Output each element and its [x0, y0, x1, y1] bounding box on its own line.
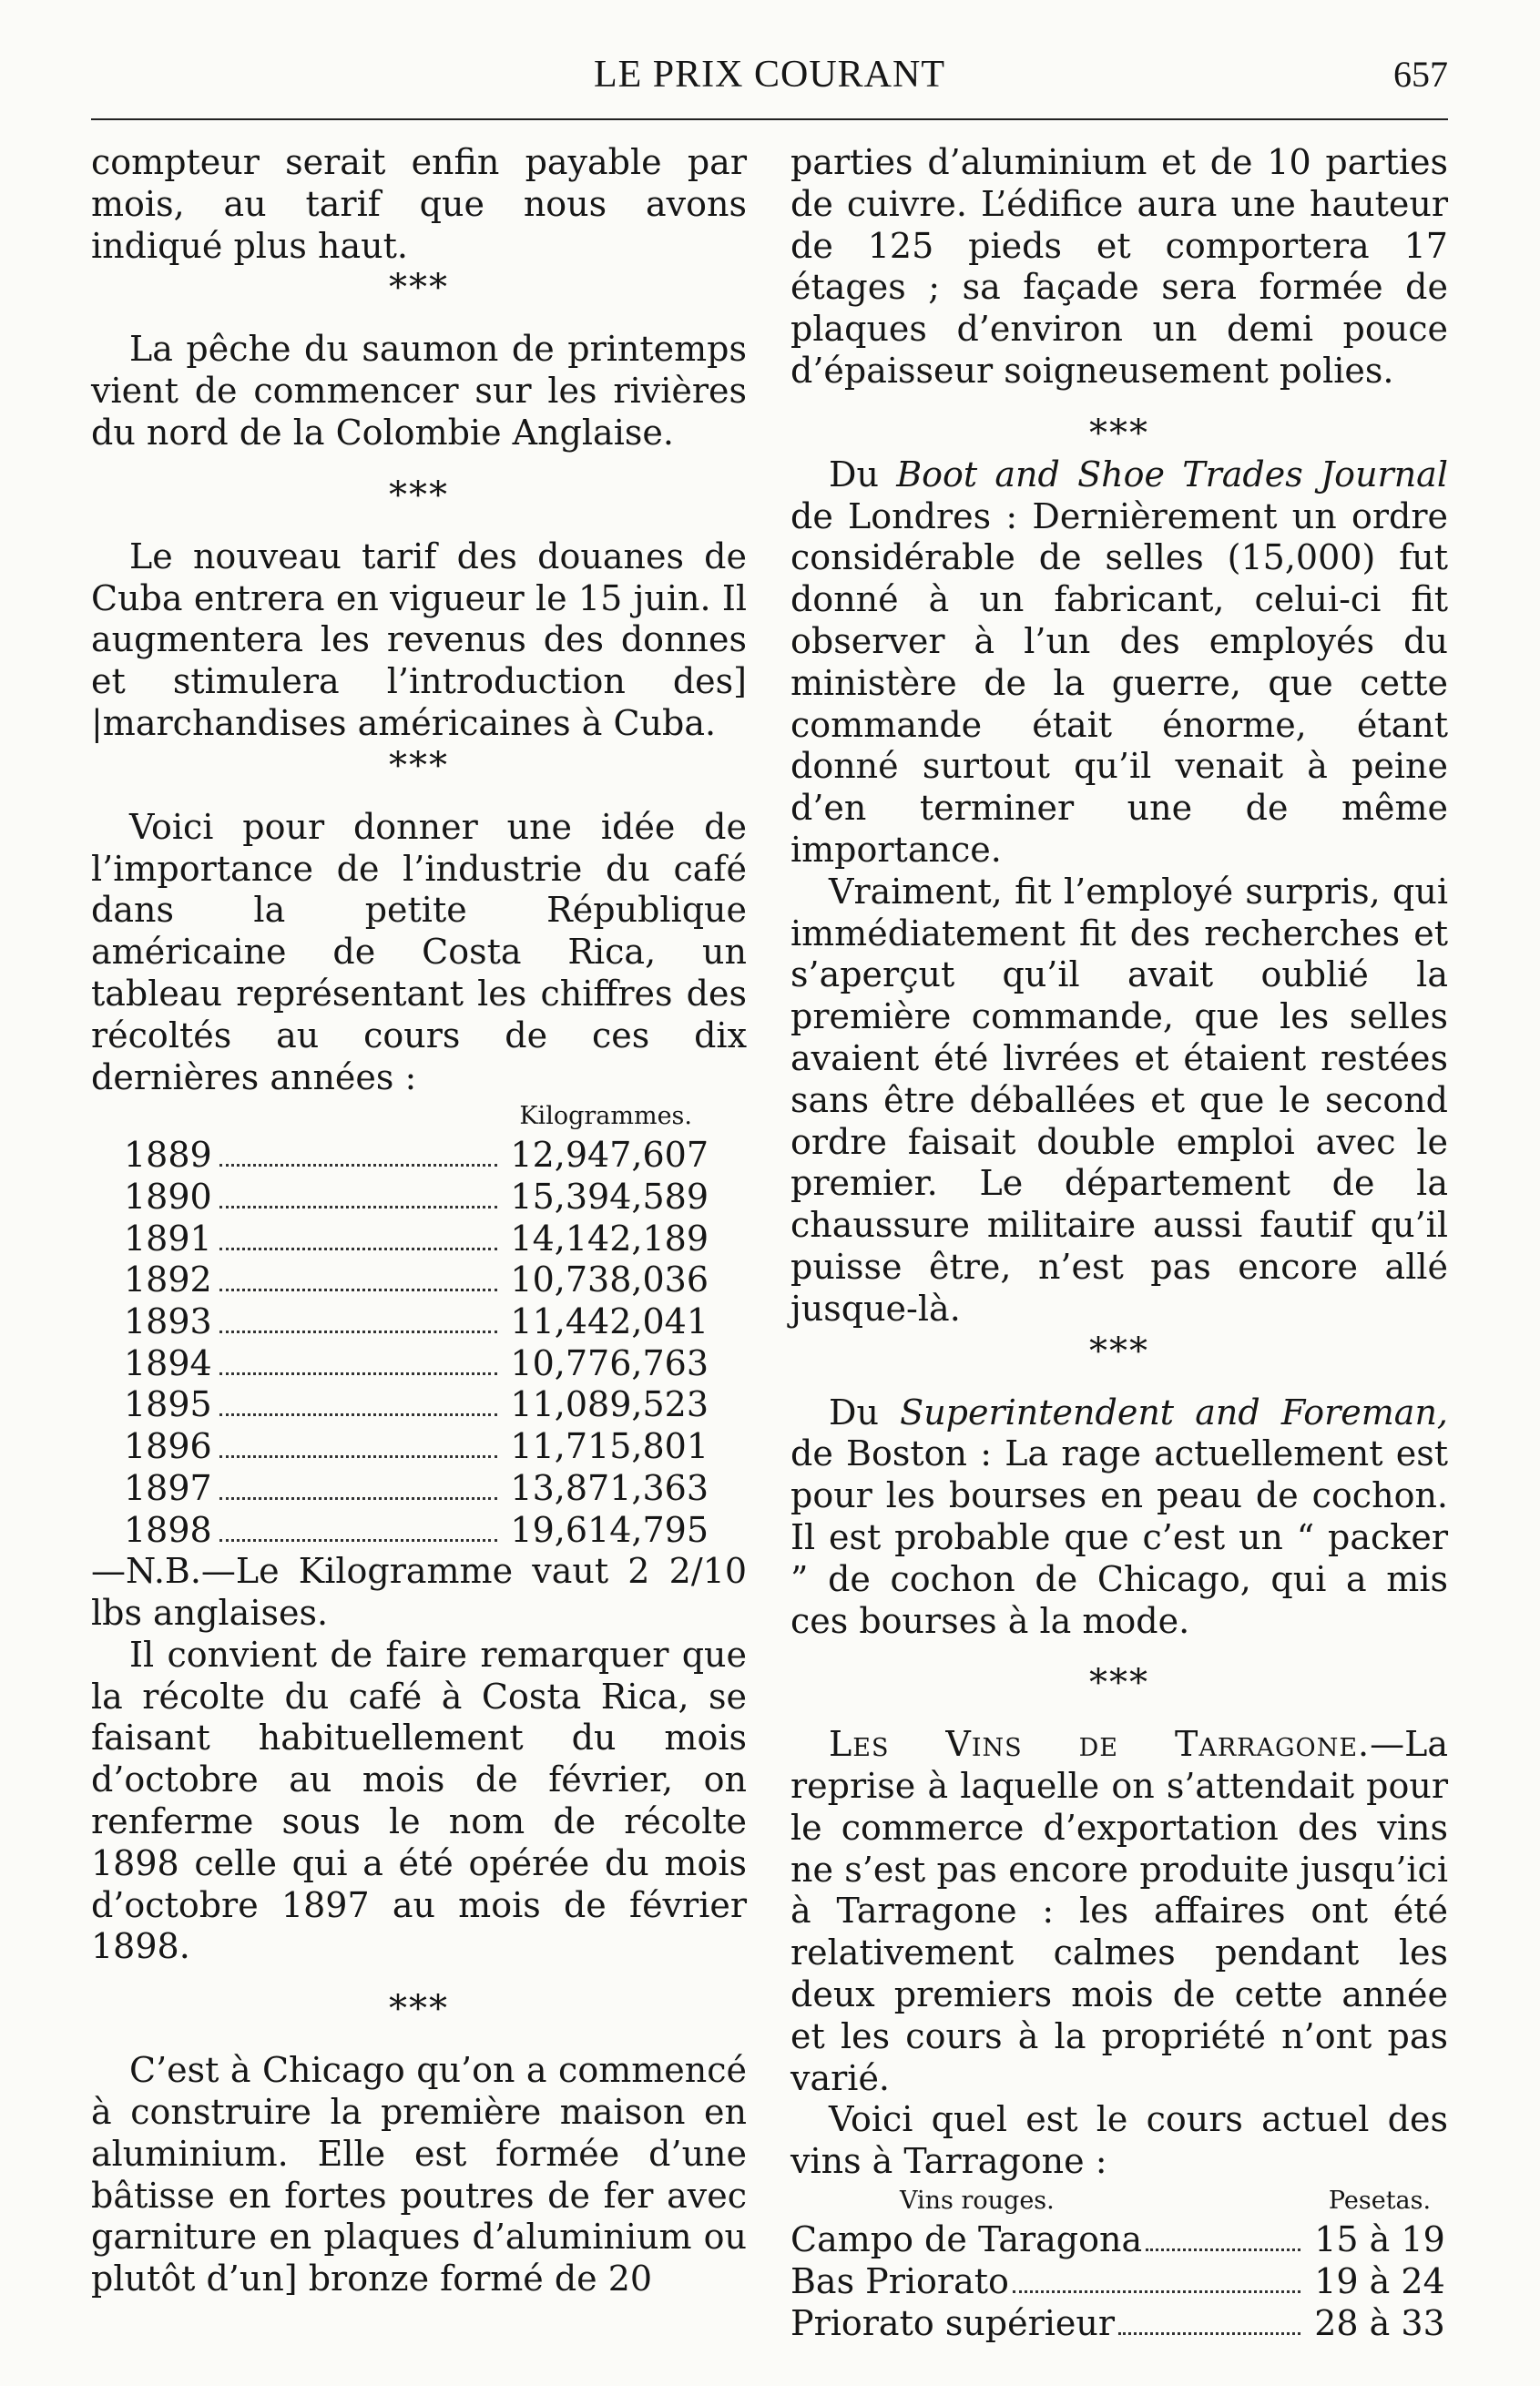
section-title: Les Vins de Tarragone.: [829, 1724, 1371, 1765]
harvest-value: 10,738,036: [510, 1259, 709, 1300]
harvest-value: 14,142,189: [510, 1218, 709, 1259]
harvest-unit-label: Kilogrammes.: [519, 1102, 692, 1131]
harvest-year: 1892: [124, 1259, 212, 1300]
asterism-separator: ***: [1089, 1662, 1149, 1705]
harvest-year: 1896: [124, 1426, 212, 1467]
harvest-value: 12,947,607: [510, 1135, 709, 1176]
wine-header-unit: Pesetas.: [1328, 2187, 1432, 2216]
wine-table: [790, 2219, 1448, 2344]
harvest-year: 1894: [124, 1342, 212, 1383]
page-number: 657: [1393, 54, 1448, 95]
harvest-row: [124, 1259, 747, 1301]
paragraph-cafe-costa-rica: Voici pour donner une idée de l’importance de l’industrie du café dans la petite République américaine de Costa Rica, un tableau représentant les chiffres des récoltés au cours de ces dix dernières années :: [91, 806, 747, 1097]
harvest-year: 1890: [124, 1177, 212, 1218]
header-rule: [91, 118, 1448, 120]
source-lead: Du: [829, 454, 879, 495]
harvest-year: 1891: [124, 1218, 212, 1259]
paragraph-cours-vins: Voici quel est le cours actuel des vins à Tarragone :: [790, 2099, 1448, 2182]
wine-name: Priorato supérieur: [790, 2302, 1116, 2343]
harvest-row: [124, 1135, 747, 1177]
harvest-year: 1889: [124, 1135, 212, 1176]
paragraph-compteur: compteur serait enfin payable par mois, au tarif que nous avons indiqué plus haut.: [91, 142, 747, 266]
asterism-separator: ***: [389, 744, 449, 787]
wine-row: [790, 2261, 1448, 2303]
harvest-value: 11,089,523: [510, 1384, 709, 1425]
wine-price: 28 à 33: [1314, 2302, 1445, 2343]
source-title: Boot and Shoe Trades Journal: [896, 454, 1448, 495]
harvest-value: 10,776,763: [510, 1342, 709, 1383]
wine-header-type: Vins rouges.: [900, 2187, 1055, 2216]
wine-row: [790, 2219, 1448, 2261]
paragraph-nota-bene: —N.B.—Le Kilogramme vaut 2 2/10 lbs anglaises.: [91, 1551, 747, 1634]
wine-price: 15 à 19: [1314, 2219, 1445, 2260]
harvest-value: 19,614,795: [510, 1509, 709, 1550]
right-column: [790, 142, 1448, 2344]
paragraph-body: de Londres : Dernièrement un ordre considérable de selles (15,000) fut donné à un fabricant, celui-ci fit observer à l’un des employés du ministère de la guerre, que cette commande était énorme, étant donné surtout qu’il venait à peine d’en terminer une de même importance.: [790, 495, 1448, 870]
harvest-row: [124, 1468, 747, 1510]
harvest-value: 11,715,801: [510, 1426, 709, 1467]
harvest-year: 1893: [124, 1301, 212, 1342]
page-header: [91, 53, 1448, 107]
paragraph-aluminium-cont: parties d’aluminium et de 10 parties de cuivre. L’édifice aura une hauteur de 125 pieds et comportera 17 étages ; sa façade sera formée de plaques d’environ un demi pouce d’épaisseur soigneusement polies.: [790, 142, 1448, 391]
paragraph-boot-shoe: [790, 454, 1448, 872]
harvest-value: 15,394,589: [510, 1177, 709, 1218]
wine-name: Campo de Taragona: [790, 2219, 1143, 2260]
asterism-separator: ***: [1089, 412, 1149, 454]
paragraph-vins-tarragone: [790, 1724, 1448, 2099]
source-title: Superintendent and Foreman,: [900, 1392, 1448, 1433]
wine-price: 19 à 24: [1314, 2260, 1445, 2301]
paragraph-saumon: La pêche du saumon de printemps vient de commencer sur les rivières du nord de la Colombie Anglaise.: [91, 329, 747, 453]
asterism-separator: ***: [389, 1988, 449, 2031]
harvest-row: [124, 1384, 747, 1426]
wine-table-header: [790, 2183, 1448, 2219]
harvest-value: 11,442,041: [510, 1301, 709, 1342]
paragraph-aluminium-house: C’est à Chicago qu’on a commencé à construire la première maison en aluminium. Elle est formée d’une bâtisse en fortes poutres de fer avec garniture en plaques d’aluminium ou plutôt d’un] bronze formé de 20: [91, 2050, 747, 2299]
left-column: [91, 142, 747, 2300]
harvest-value: 13,871,363: [510, 1467, 709, 1508]
asterism-separator: ***: [389, 474, 449, 516]
wine-row: [790, 2303, 1448, 2345]
harvest-row: [124, 1510, 747, 1552]
paragraph-tarif-cuba: Le nouveau tarif des douanes de Cuba entrera en vigueur le 15 juin. Il augmentera les revenus des donnes et stimulera l’introduction des] |marchandises américaines à Cuba.: [91, 535, 747, 743]
paragraph-superintendent: [790, 1392, 1448, 1643]
wine-name: Bas Priorato: [790, 2260, 1009, 2301]
paragraph-recolte: Il convient de faire remarquer que la récolte du café à Costa Rica, se faisant habituellement du mois d’octobre au mois de février, on renferme sous le nom de récolte 1898 celle qui a été opérée du mois d’octobre 1897 au mois de février 1898.: [91, 1634, 747, 1967]
paragraph-body: —La reprise à laquelle on s’attendait pour le commerce d’exportation des vins ne s’est pas encore produite jusqu’ici à Tarragone : les affaires ont été relativement calmes pendant les deux premiers mois de cette année et les cours à la propriété n’ont pas varié.: [790, 1724, 1448, 2098]
source-lead: Du: [829, 1392, 879, 1433]
harvest-row: [124, 1301, 747, 1343]
harvest-row: [124, 1218, 747, 1260]
asterism-separator: ***: [1089, 1330, 1149, 1372]
harvest-year: 1895: [124, 1384, 212, 1425]
harvest-year: 1897: [124, 1467, 212, 1508]
harvest-year: 1898: [124, 1509, 212, 1550]
paragraph-body: de Boston : La rage actuellement est pour les bourses en peau de cochon. Il est probable que c’est un “ packer ” de cochon de Chicago, qui a mis ces bourses à la mode.: [790, 1433, 1448, 1641]
harvest-row: [124, 1426, 747, 1468]
harvest-row: [124, 1177, 747, 1218]
running-title: LE PRIX COURANT: [593, 54, 945, 96]
asterism-separator: ***: [389, 267, 449, 310]
paragraph-employe: Vraiment, fit l’employé surpris, qui immédiatement fit des recherches et s’aperçut qu’il avait oublié la première commande, que les selles avaient été livrées et étaient restées sans être déballées et que le second ordre faisait double emploi avec le premier. Le département de la chaussure militaire aussi fautif qu’il puisse être, n’est pas encore allé jusque-là.: [790, 871, 1448, 1329]
harvest-table: [91, 1135, 747, 1551]
harvest-row: [124, 1343, 747, 1385]
